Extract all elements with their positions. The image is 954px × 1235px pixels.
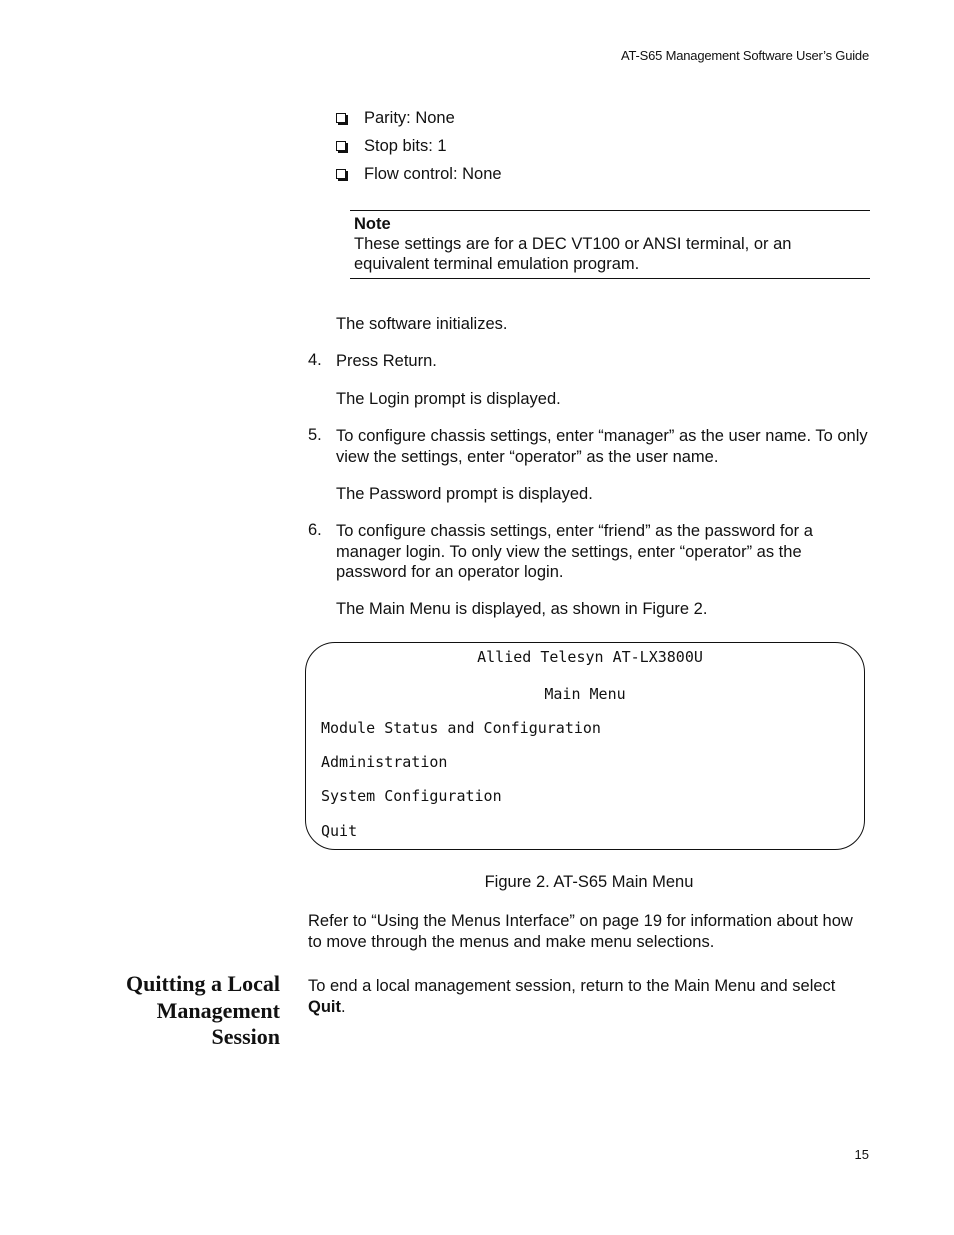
section-heading-line: Management bbox=[156, 997, 280, 1023]
section-heading-line: Quitting a Local bbox=[125, 971, 280, 996]
menu-item-system-configuration: System Configuration bbox=[321, 787, 502, 805]
step-text: To configure chassis settings, enter “friend” as the password for a manager login. To only view the settings, enter “operator” as the password for an operator login. bbox=[336, 522, 813, 581]
quit-term: Quit bbox=[308, 997, 341, 1016]
section-body-text: To end a local management session, return to the Main Menu and select bbox=[308, 977, 836, 995]
step-text: To configure chassis settings, enter “manager” as the user name. To only view the settings, enter “operator” as the user name. bbox=[336, 427, 868, 466]
section-body-end: . bbox=[341, 997, 346, 1016]
step-number: 6. bbox=[308, 521, 322, 539]
bullet-text: Stop bits: 1 bbox=[364, 137, 447, 155]
section-body bbox=[308, 976, 868, 1017]
checkbox-bullet-icon bbox=[336, 141, 346, 151]
figure-caption: Figure 2. AT-S65 Main Menu bbox=[484, 873, 694, 891]
page-number: 15 bbox=[854, 1147, 869, 1162]
main-menu-screen-figure bbox=[305, 642, 865, 850]
note-body: These settings are for a DEC VT100 or ANSI terminal, or an equivalent terminal emulation program. bbox=[354, 235, 792, 273]
section-heading-line: Session bbox=[211, 1024, 280, 1049]
running-header: AT-S65 Management Software User’s Guide bbox=[621, 48, 869, 63]
menu-item-module-status: Module Status and Configuration bbox=[321, 719, 601, 737]
bullet-text: Flow control: None bbox=[364, 165, 502, 183]
step-result: The Password prompt is displayed. bbox=[336, 485, 593, 503]
note-title: Note bbox=[354, 215, 391, 233]
screen-title: Allied Telesyn AT-LX3800U bbox=[477, 648, 703, 666]
step-text: Press Return. bbox=[336, 352, 437, 370]
bullet-text: Parity: None bbox=[364, 109, 455, 127]
checkbox-bullet-icon bbox=[336, 113, 346, 123]
step-number: 5. bbox=[308, 426, 322, 444]
menu-heading: Main Menu bbox=[544, 685, 626, 703]
checkbox-bullet-icon bbox=[336, 169, 346, 179]
refer-paragraph: Refer to “Using the Menus Interface” on page 19 for information about how to move through the menus and make menu selections. bbox=[308, 912, 853, 951]
menu-item-administration: Administration bbox=[321, 753, 448, 771]
step-result: The Main Menu is displayed, as shown in Figure 2. bbox=[336, 600, 708, 618]
step-result: The Login prompt is displayed. bbox=[336, 390, 561, 408]
step-result-initializes: The software initializes. bbox=[336, 315, 508, 333]
note-box bbox=[350, 210, 870, 279]
step-number: 4. bbox=[308, 351, 322, 369]
menu-item-quit: Quit bbox=[321, 822, 358, 840]
section-heading bbox=[100, 971, 280, 1051]
